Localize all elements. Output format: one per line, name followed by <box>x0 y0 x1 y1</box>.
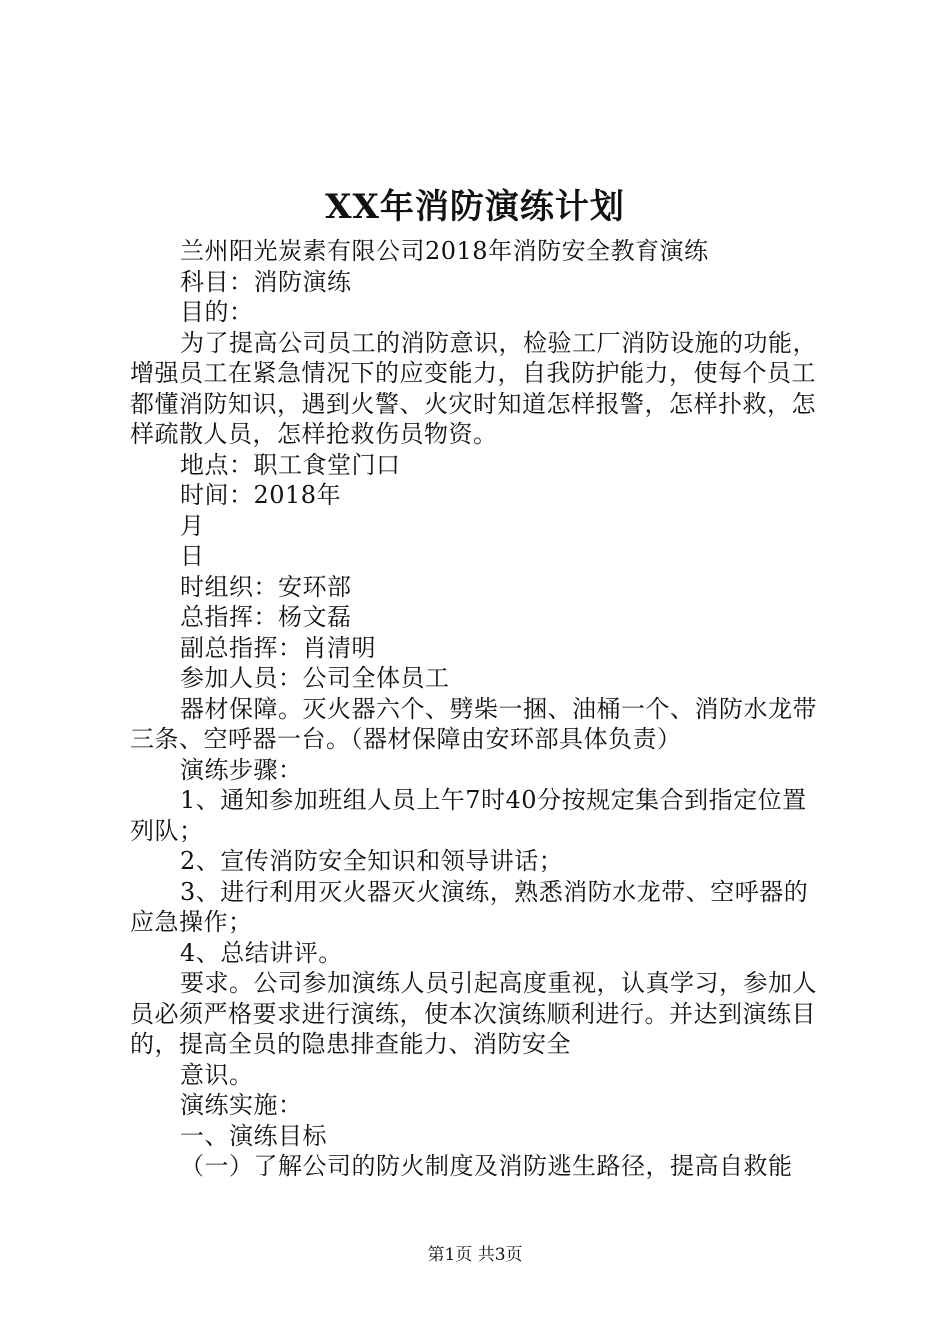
paragraph-commander: 总指挥：杨文磊 <box>180 603 352 631</box>
paragraph-implementation-heading: 演练实施： <box>180 1091 303 1119</box>
paragraph-participants: 参加人员：公司全体员工 <box>180 664 450 692</box>
paragraph-steps-heading: 演练步骤： <box>180 755 303 784</box>
paragraph-step-4: 4、总结讲评。 <box>180 938 343 967</box>
paragraph-section-1-heading: 一、演练目标 <box>180 1121 327 1150</box>
paragraph-company: 兰州阳光炭素有限公司2018年消防安全教育演练 <box>180 237 709 265</box>
paragraph-organizer: 时组织：安环部 <box>180 572 352 601</box>
paragraph-step-1: 1、通知参加班组人员上午7时40分按规定集合到指定位置列队； <box>130 786 807 845</box>
document-body <box>130 236 830 1182</box>
paragraph-location: 地点：职工食堂门口 <box>180 450 401 479</box>
paragraph-time: 时间：2018年 <box>180 481 342 509</box>
paragraph-requirements: 要求。公司参加演练人员引起高度重视，认真学习，参加人员必须严格要求进行演练，使本次演练顺利进行。并达到演练目的，提高全员的隐患排查能力、消防安全 <box>130 969 817 1058</box>
paragraph-equipment: 器材保障。灭火器六个、劈柴一捆、油桶一个、消防水龙带三条、空呼器一台。（器材保障由安环部具体负责） <box>130 694 817 753</box>
paragraph-step-3: 3、进行利用灭火器灭火演练，熟悉消防水龙带、空呼器的应急操作； <box>130 877 809 936</box>
page-number: 第1页 共3页 <box>427 1245 523 1265</box>
paragraph-subject: 科目：消防演练 <box>180 267 352 296</box>
paragraph-deputy-commander: 副总指挥：肖清明 <box>180 633 376 662</box>
paragraph-purpose: 为了提高公司员工的消防意识，检验工厂消防设施的功能，增强员工在紧急情况下的应变能力，自我防护能力，使每个员工都懂消防知识，遇到火警、火灾时知道怎样报警，怎样扑救，怎样疏散人员，怎样抢救伤员物资。 <box>130 328 817 448</box>
paragraph-day: 日 <box>180 542 205 570</box>
paragraph-awareness: 意识。 <box>180 1060 254 1089</box>
paragraph-step-2: 2、宣传消防安全知识和领导讲话； <box>180 847 564 875</box>
paragraph-purpose-heading: 目的： <box>180 298 254 326</box>
document-title: XX年消防演练计划 <box>325 187 625 227</box>
paragraph-month: 月 <box>180 511 205 540</box>
paragraph-subsection-1: （一）了解公司的防火制度及消防逃生路径，提高自救能 <box>180 1152 793 1180</box>
